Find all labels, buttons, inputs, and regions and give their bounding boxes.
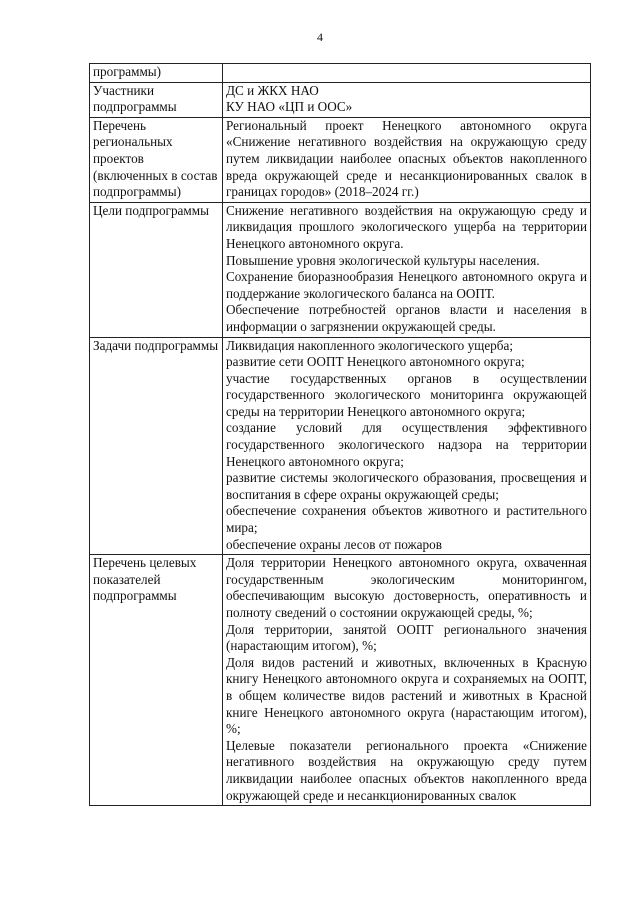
- row-label: Перечень региональных проектов (включенных в состав подпрограммы): [90, 117, 223, 202]
- row-value: [223, 64, 591, 83]
- row-label: Участники подпрограммы: [90, 82, 223, 117]
- paragraph: Доля территории, занятой ООПТ регионального значения (нарастающим итогом), %;: [226, 621, 587, 654]
- paragraph: Повышение уровня экологической культуры населения.: [226, 252, 540, 268]
- row-label: программы): [90, 64, 223, 83]
- paragraph: Обеспечение потребностей органов власти и населения в информации о загрязнении окружающей среды.: [226, 302, 587, 334]
- row-value: [223, 555, 591, 806]
- paragraph: участие государственных органов в осуществлении государственного экологического мониторинга окружающей среды на территории Ненецкого автономного округа;: [226, 370, 587, 419]
- paragraph: Сохранение биоразнообразия Ненецкого автономного округа и поддержание экологического баланса на ООПТ.: [226, 269, 587, 301]
- paragraph: развитие сети ООПТ Ненецкого автономного округа;: [226, 354, 525, 370]
- table-row: [90, 555, 591, 806]
- paragraph: Снижение негативного воздействия на окружающую среду и ликвидация прошлого экологического ущерба на территории Ненецкого автономного округа.: [226, 202, 587, 251]
- row-value: [223, 82, 591, 117]
- paragraph: обеспечение сохранения объектов животного и растительного мира;: [226, 503, 587, 536]
- row-value: [223, 202, 591, 337]
- paragraph: обеспечение охраны лесов от пожаров: [226, 536, 442, 552]
- paragraph: ДС и ЖКХ НАО: [226, 82, 319, 98]
- page-number: 4: [317, 30, 323, 44]
- table-row: [90, 337, 591, 555]
- row-value: [223, 337, 591, 555]
- row-label: Задачи подпрограммы: [90, 337, 223, 555]
- paragraph: создание условий для осуществления эффективного государственного экологического надзора на территории Ненецкого автономного округа;: [226, 420, 587, 469]
- paragraph: Региональный проект Ненецкого автономного округа «Снижение негативного воздействия на окружающую среду путем ликвидации наиболее опасных объектов накопленного вреда окружающей среде и несанкционированных свалок в границах городов» (2018–2024 гг.): [226, 117, 587, 200]
- paragraph: Целевые показатели регионального проекта «Снижение негативного воздействия на окружающую среду путем ликвидации наиболее опасных объектов накопленного вреда окружающей среде и несанкционированных свалок: [226, 737, 587, 803]
- row-label: Цели подпрограммы: [90, 202, 223, 337]
- paragraph: развитие системы экологического образования, просвещения и воспитания в сфере охраны окружающей среды;: [226, 470, 587, 502]
- paragraph: КУ НАО «ЦП и ООС»: [226, 99, 353, 115]
- table-row: [90, 202, 591, 337]
- row-label: Перечень целевых показателей подпрограммы: [90, 555, 223, 806]
- paragraph: Доля территории Ненецкого автономного округа, охваченная государственным экологическим мониторингом, обеспечивающим высокую достоверность, оперативность и полноту сведений о состоянии окружающей среды, %;: [226, 555, 587, 620]
- paragraph: Ликвидация накопленного экологического ущерба;: [226, 337, 513, 353]
- paragraph: Доля видов растений и животных, включенных в Красную книгу Ненецкого автономного округа и сохраняемых на ООПТ, в общем количестве видов растений и животных в Красной книге Ненецкого автономного округа (нарастающим итогом), %;: [226, 654, 587, 737]
- table-row: [90, 82, 591, 117]
- table-row: [90, 117, 591, 202]
- subprogram-passport-table: [89, 63, 591, 806]
- row-value: [223, 117, 591, 202]
- table-row: [90, 64, 591, 83]
